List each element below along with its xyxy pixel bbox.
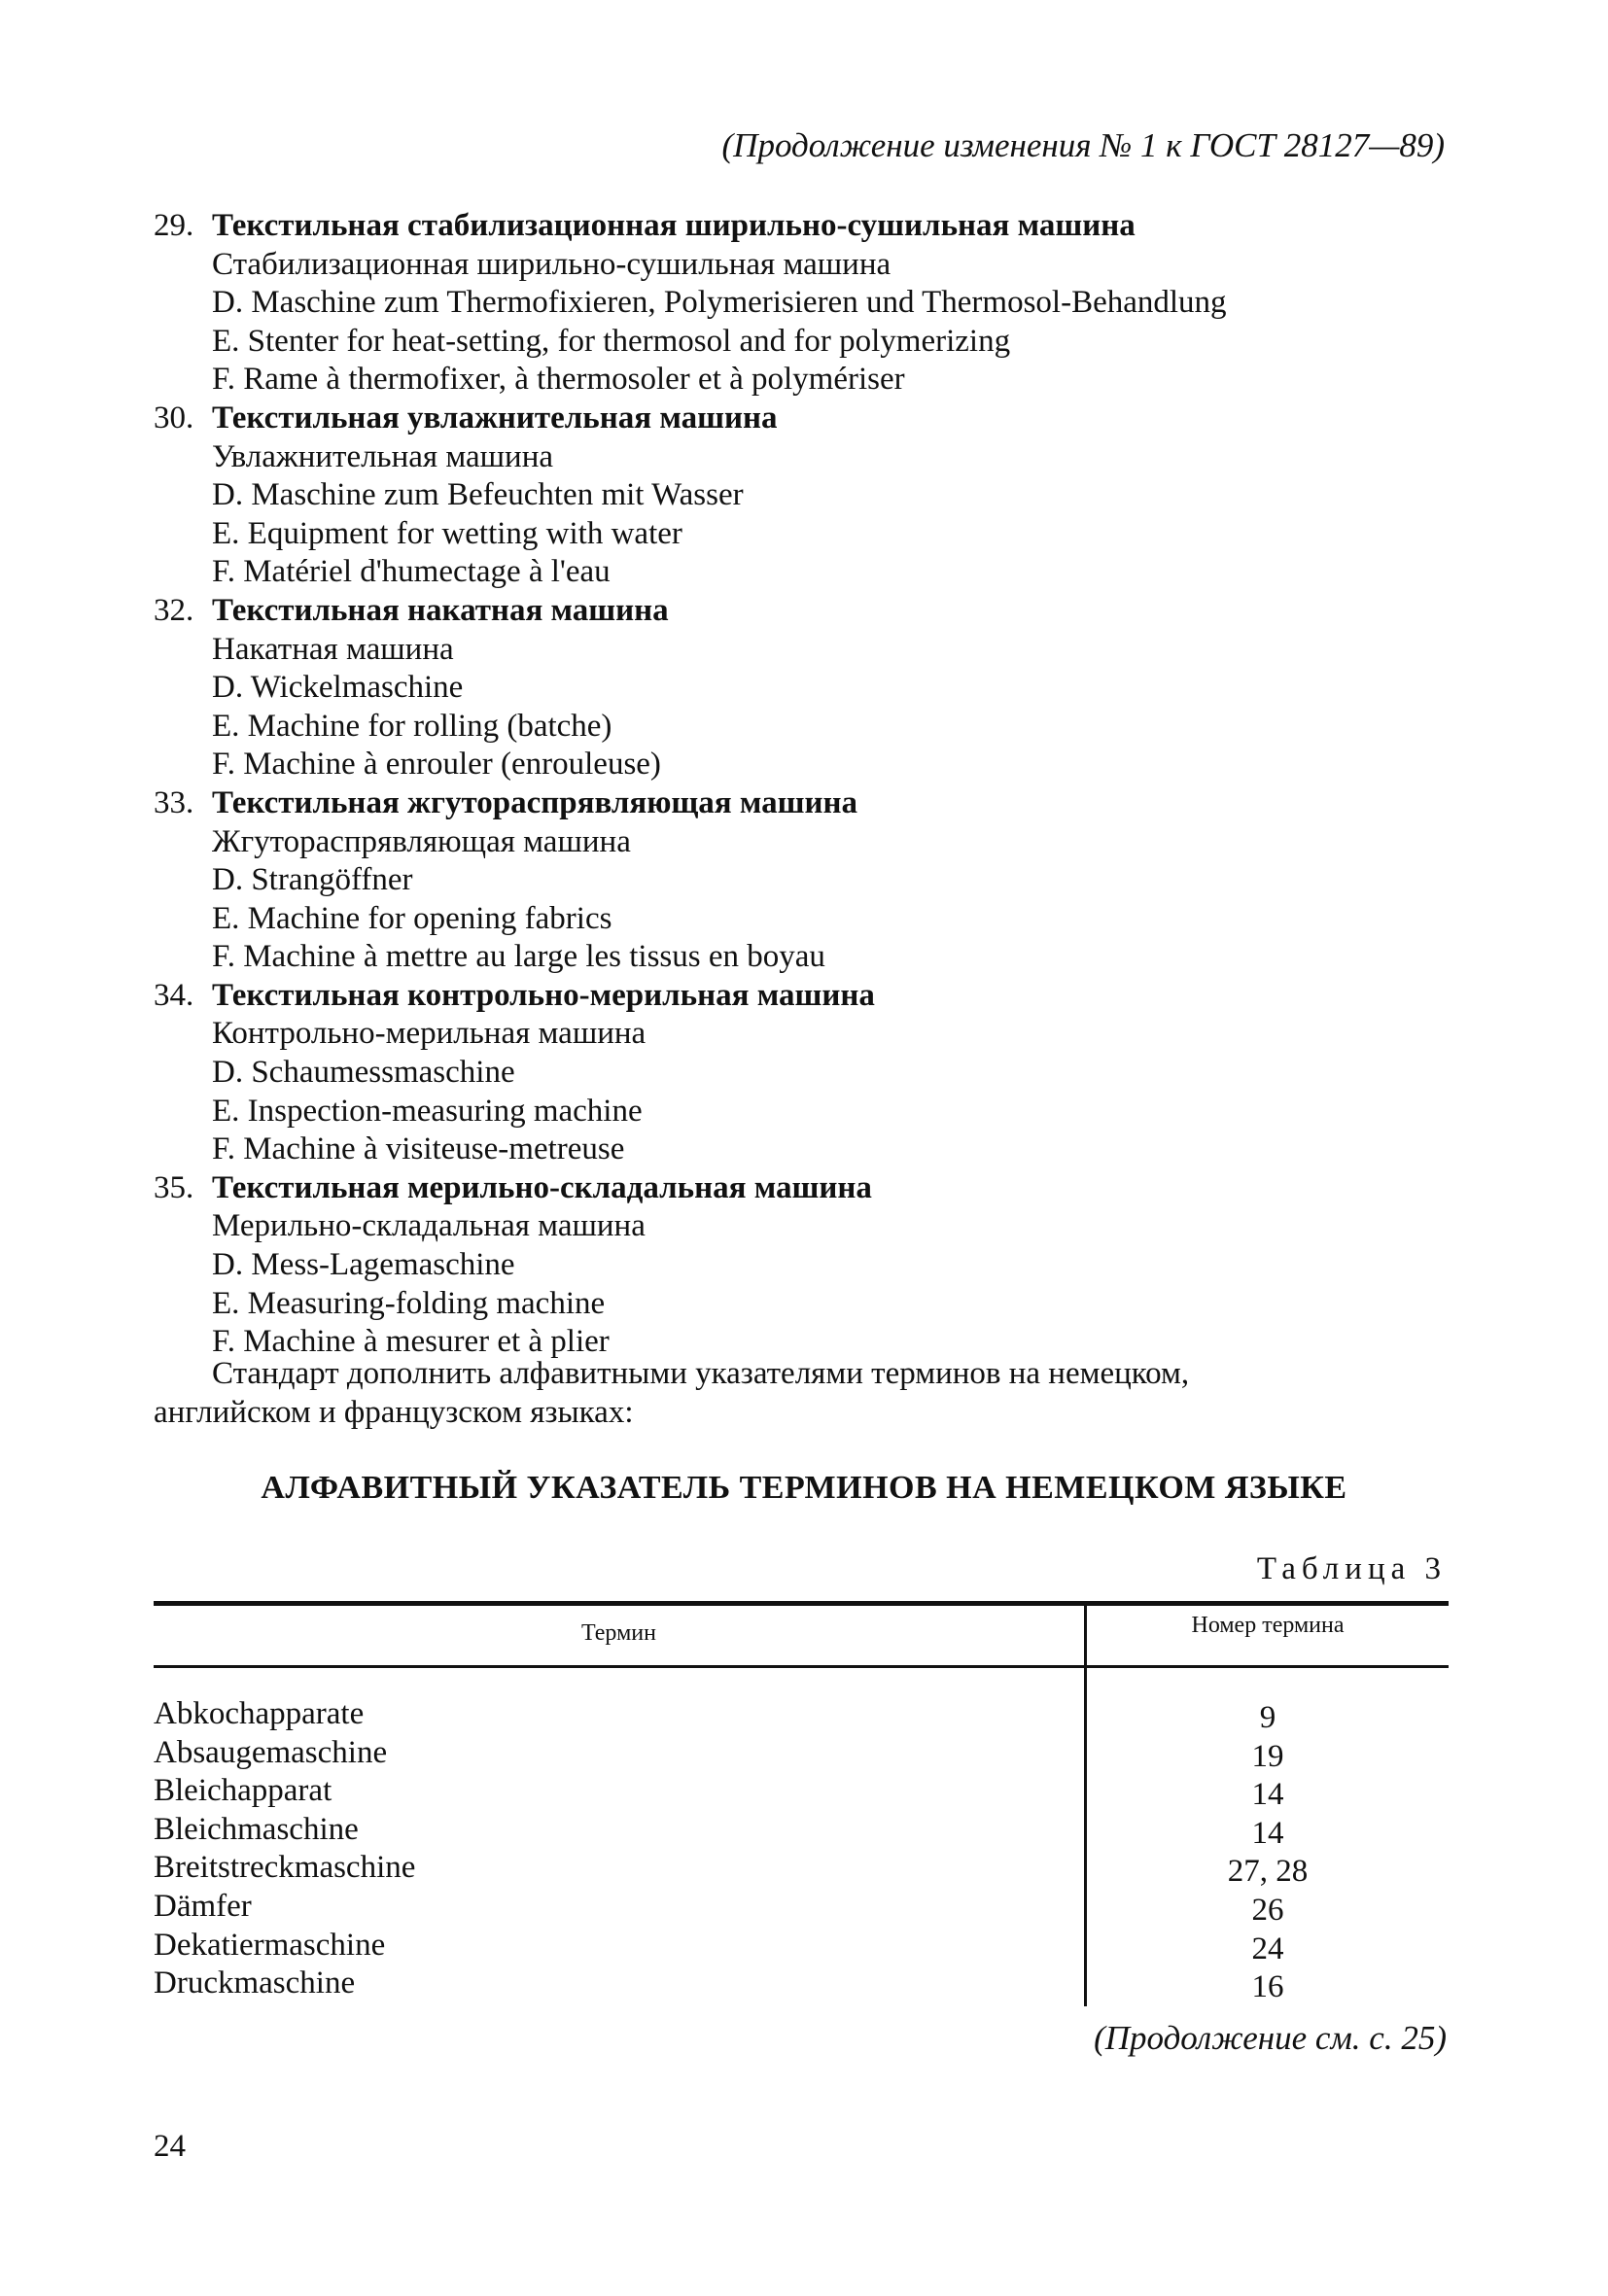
table-row	[154, 1735, 1449, 1774]
entry-number: 35.	[154, 1169, 194, 1205]
entry-title: Текстильная накатная машина	[212, 592, 669, 628]
column-header-number: Номер термина	[1191, 1613, 1345, 1638]
number-cell: 19	[1251, 1738, 1284, 1774]
term-cell: Breitstreckmaschine	[154, 1850, 416, 1886]
continuation-note: (Продолжение см. с. 25)	[1094, 2019, 1447, 2057]
table-row	[154, 1966, 1449, 2004]
entry-german: D. Mess-Lagemaschine	[212, 1247, 515, 1283]
table-body	[154, 1696, 1449, 2004]
page-header: (Продолжение изменения № 1 к ГОСТ 28127—89)	[721, 126, 1445, 164]
entry-french: F. Rame à thermofixer, à thermosoler et à polymériser	[212, 362, 905, 398]
table-row	[154, 1889, 1449, 1928]
term-entry-34	[154, 977, 1456, 1169]
entry-synonym: Мерильно-складальная машина	[212, 1208, 646, 1244]
entry-title: Текстильная стабилизационная ширильно-сушильная машина	[212, 208, 1136, 243]
table-row	[154, 1773, 1449, 1812]
term-cell: Dekatiermaschine	[154, 1927, 386, 1963]
entry-french: F. Machine à enrouler (enrouleuse)	[212, 747, 661, 783]
term-cell: Bleichmaschine	[154, 1811, 359, 1847]
table-row	[154, 1696, 1449, 1735]
entry-english: E. Inspection-measuring machine	[212, 1093, 643, 1129]
number-cell: 14	[1251, 1777, 1284, 1813]
table-top-rule	[154, 1601, 1449, 1606]
page-number: 24	[154, 2129, 186, 2164]
entry-english: E. Stenter for heat-setting, for thermosol and for polymerizing	[212, 323, 1011, 359]
number-cell: 9	[1259, 1700, 1276, 1735]
entry-title: Текстильная увлажнительная машина	[212, 400, 778, 435]
entry-synonym: Накатная машина	[212, 631, 454, 667]
term-cell: Bleichapparat	[154, 1773, 332, 1809]
term-entry-35	[154, 1169, 1456, 1362]
entry-title: Текстильная контрольно-мерильная машина	[212, 977, 875, 1013]
entry-number: 30.	[154, 400, 194, 435]
entry-title: Текстильная жгутораспрявляющая машина	[212, 784, 858, 820]
term-cell: Absaugemaschine	[154, 1734, 388, 1770]
entry-english: E. Equipment for wetting with water	[212, 515, 682, 551]
term-entries	[154, 207, 1456, 1362]
index-heading: АЛФАВИТНЫЙ УКАЗАТЕЛЬ ТЕРМИНОВ НА НЕМЕЦКОМ ЯЗЫКЕ	[261, 1470, 1347, 1506]
entry-title: Текстильная мерильно-складальная машина	[212, 1169, 872, 1205]
entry-german: D. Maschine zum Thermofixieren, Polymerisieren und Thermosol-Behandlung	[212, 285, 1227, 321]
term-cell: Dämfer	[154, 1888, 252, 1924]
amendment-paragraph	[154, 1354, 1449, 1432]
entry-english: E. Machine for rolling (batche)	[212, 708, 612, 744]
entry-synonym: Контрольно-мерильная машина	[212, 1016, 647, 1052]
term-entry-32	[154, 592, 1456, 784]
entry-number: 29.	[154, 208, 194, 243]
entry-english: E. Measuring-folding machine	[212, 1285, 606, 1321]
number-cell: 24	[1251, 1931, 1284, 1966]
entry-number: 33.	[154, 784, 194, 820]
entry-synonym: Стабилизационная ширильно-сушильная машина	[212, 246, 891, 282]
entry-english: E. Machine for opening fabrics	[212, 900, 612, 936]
entry-french: F. Matériel d'humectage à l'eau	[212, 554, 611, 590]
number-cell: 26	[1251, 1892, 1284, 1928]
table-label: Таблица 3	[1256, 1551, 1447, 1586]
term-entry-33	[154, 784, 1456, 977]
terms-table	[154, 1601, 1449, 2009]
term-entry-29	[154, 207, 1456, 400]
entry-german: D. Maschine zum Befeuchten mit Wasser	[212, 477, 744, 513]
number-cell: 14	[1251, 1815, 1284, 1851]
table-row	[154, 1850, 1449, 1889]
entry-german: D. Schaumessmaschine	[212, 1055, 515, 1091]
table-row	[154, 1812, 1449, 1851]
entry-french: F. Machine à mesurer et à plier	[212, 1324, 610, 1360]
table-header-rule	[154, 1665, 1449, 1668]
entry-synonym: Жгутораспрявляющая машина	[212, 823, 631, 859]
paragraph-line: английском и французском языках:	[154, 1395, 634, 1430]
entry-number: 32.	[154, 592, 194, 628]
entry-french: F. Machine à mettre au large les tissus en boyau	[212, 939, 825, 975]
entry-synonym: Увлажнительная машина	[212, 438, 554, 474]
paragraph-line: Стандарт дополнить алфавитными указателями терминов на немецком,	[212, 1356, 1190, 1391]
term-cell: Abkochapparate	[154, 1696, 365, 1731]
term-entry-30	[154, 400, 1456, 592]
entry-german: D. Strangöffner	[212, 862, 413, 898]
entry-french: F. Machine à visiteuse-metreuse	[212, 1131, 625, 1167]
number-cell: 16	[1251, 1969, 1284, 2005]
table-row	[154, 1928, 1449, 1966]
entry-german: D. Wickelmaschine	[212, 670, 464, 706]
number-cell: 27, 28	[1227, 1854, 1309, 1890]
entry-number: 34.	[154, 977, 194, 1013]
term-cell: Druckmaschine	[154, 1966, 356, 2001]
column-header-term: Термин	[581, 1620, 656, 1646]
